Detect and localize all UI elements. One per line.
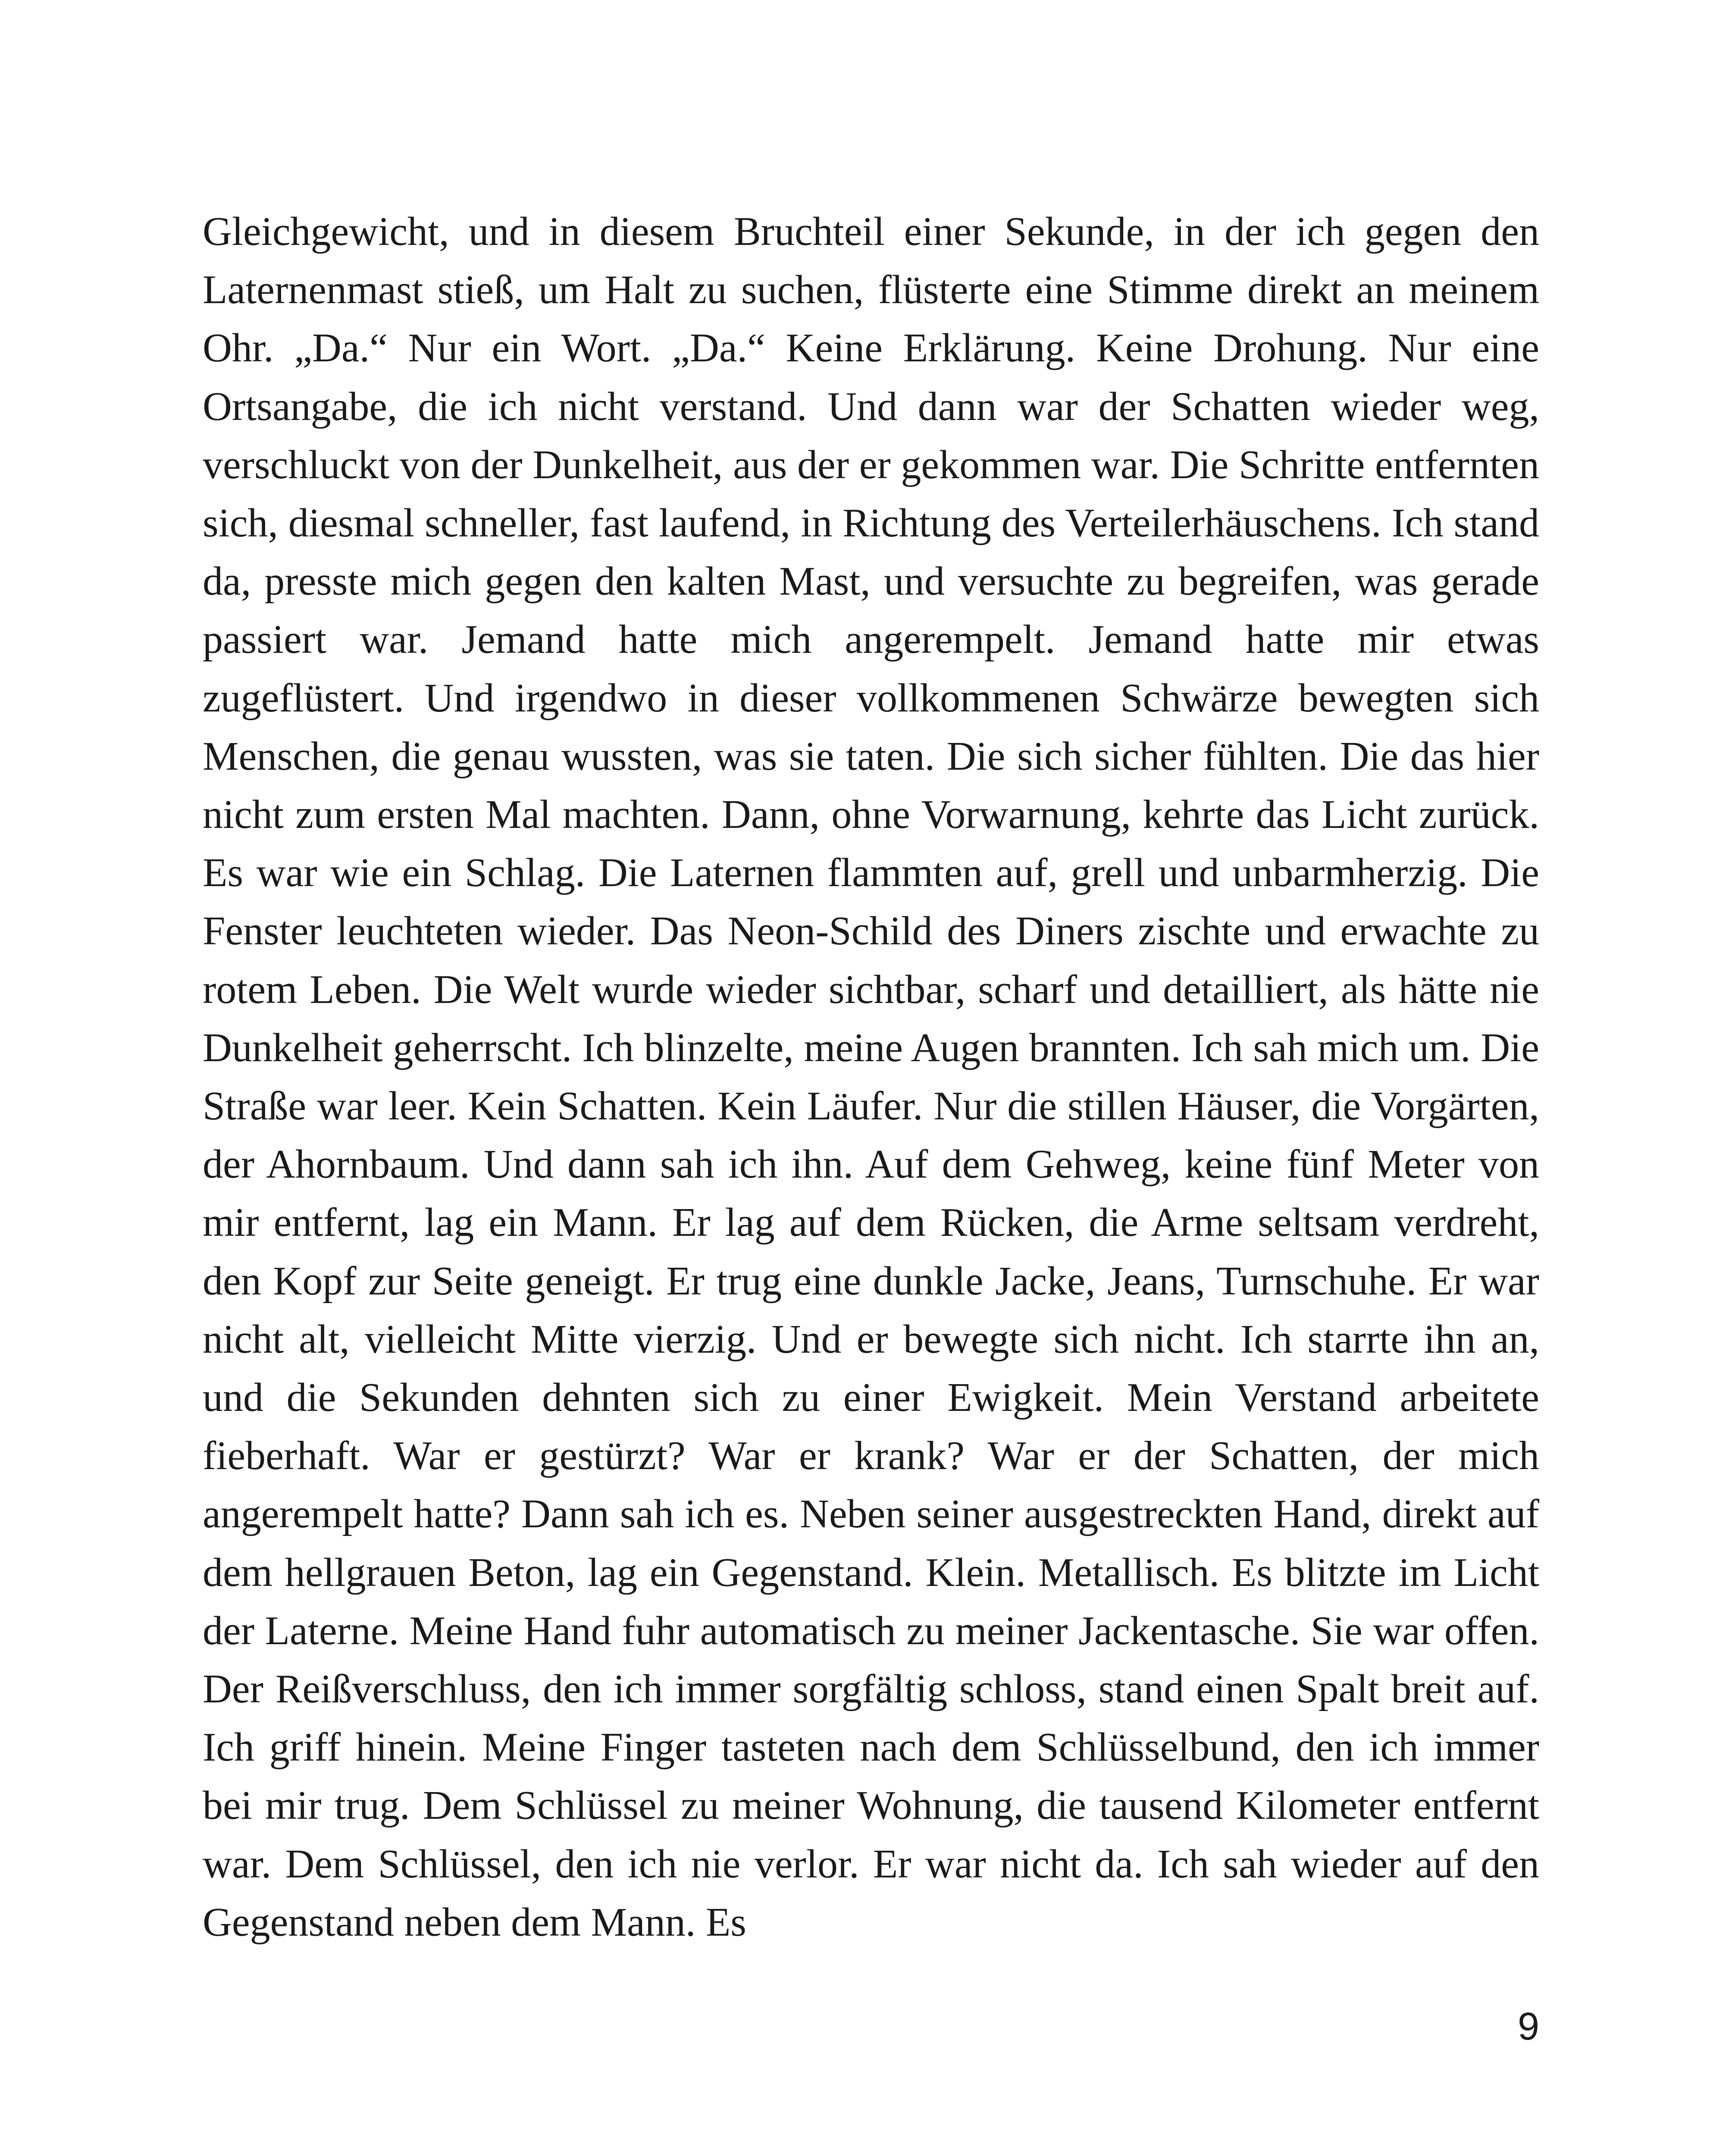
body-paragraph: Gleichgewicht, und in diesem Bruchteil einer Sekunde, in der ich gegen den Laternenmast stieß, um Halt zu suchen, flüsterte eine Stimme direkt an meinem Ohr. „Da.“ Nur ein Wort. „Da.“ Keine Erklärung. Keine Drohung. Nur eine Ortsangabe, die ich nicht verstand. Und dann war der Schatten wieder weg, verschluckt von der Dunkelheit, aus der er gekommen war. Die Schritte entfernten sich, diesmal schneller, fast laufend, in Richtung des Verteilerhäuschens. Ich stand da, presste mich gegen den kalten Mast, und versuchte zu begreifen, was gerade passiert war. Jemand hatte mich angerempelt. Jemand hatte mir etwas zugeflüstert. Und irgendwo in dieser vollkommenen Schwärze bewegten sich Menschen, die genau wussten, was sie taten. Die sich sicher fühlten. Die das hier nicht zum ersten Mal machten. Dann, ohne Vorwarnung, kehrte das Licht zurück. Es war wie ein Schlag. Die Laternen flammten auf, grell und unbarmherzig. Die Fenster leuchteten wieder. Das Neon-Schild des Diners zischte und erwachte zu rotem Leben. Die Welt wurde wieder sichtbar, scharf und detailliert, als hätte nie Dunkelheit geherrscht. Ich blinzelte, meine Augen brannten. Ich sah mich um. Die Straße war leer. Kein Schatten. Kein Läufer. Nur die stillen Häuser, die Vorgärten, der Ahornbaum. Und dann sah ich ihn. Auf dem Gehweg, keine fünf Meter von mir entfernt, lag ein Mann. Er lag auf dem Rücken, die Arme seltsam verdreht, den Kopf zur Seite geneigt. Er trug eine dunkle Jacke, Jeans, Turnschuhe. Er war nicht alt, vielleicht Mitte vierzig. Und er bewegte sich nicht. Ich starrte ihn an, und die Sekunden dehnten sich zu einer Ewigkeit. Mein Verstand arbeitete fieberhaft. War er gestürzt? War er krank? War er der Schatten, der mich angerempelt hatte? Dann sah ich es. Neben seiner ausgestreckten Hand, direkt auf dem hellgrauen Beton, lag ein Gegenstand. Klein. Metallisch. Es blitzte im Licht der Laterne. Meine Hand fuhr automatisch zu meiner Jackentasche. Sie war offen. Der Reißverschluss, den ich immer sorgfältig schloss, stand einen Spalt breit auf. Ich griff hinein. Meine Finger tasteten nach dem Schlüsselbund, den ich immer bei mir trug. Dem Schlüssel zu meiner Wohnung, die tausend Kilometer entfernt war. Dem Schlüssel, den ich nie verlor. Er war nicht da. Ich sah wieder auf den Gegenstand neben dem Mann. Es — [203, 209, 1539, 1945]
page-number: 9 — [1517, 2005, 1539, 2048]
